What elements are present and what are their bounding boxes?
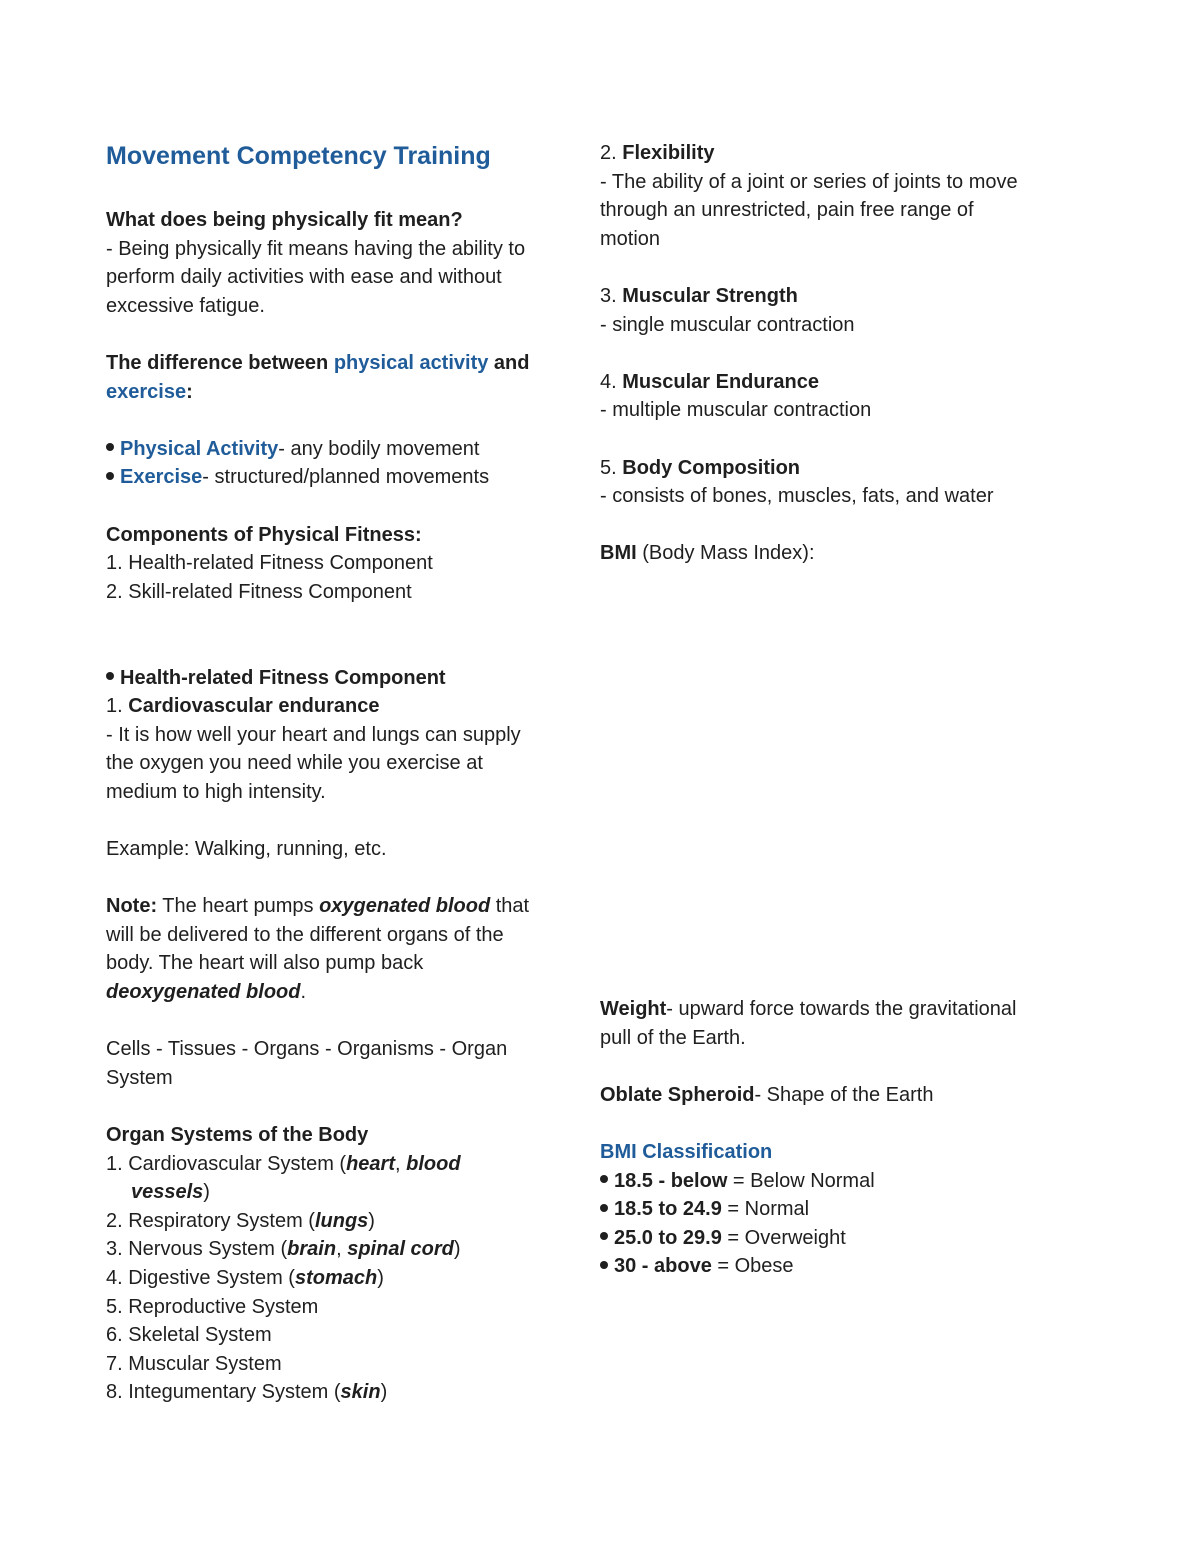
weight-definition-cont: pull of the Earth. — [600, 1026, 746, 1049]
note-line: will be delivered to the different organs of the — [106, 923, 504, 946]
bmi-class-item: 18.5 to 24.9 = Normal — [600, 1195, 1070, 1224]
bullet-icon — [600, 1232, 608, 1240]
bmi-class-item: 30 - above = Obese — [600, 1252, 1070, 1281]
health-related-heading: Health-related Fitness Component — [106, 664, 576, 693]
endurance-heading: 4. Muscular Endurance — [600, 370, 819, 393]
note-line: deoxygenated blood. — [106, 981, 307, 1004]
fit-question: What does being physically fit mean? — [106, 209, 463, 231]
bmi-class-item: 18.5 - below = Below Normal — [600, 1167, 1070, 1196]
note-line: body. The heart will also pump back — [106, 952, 424, 975]
organ-item: 8. Integumentary System (skin) — [106, 1381, 388, 1404]
body-composition-heading: 5. Body Composition — [600, 456, 801, 479]
fit-answer-line: excessive fatigue. — [106, 294, 265, 317]
right-column-top — [600, 139, 1070, 568]
difference-heading: The difference between physical activity and — [106, 351, 530, 374]
example-text: Example: Walking, running, etc. — [106, 838, 387, 861]
list-item: Physical Activity- any bodily movement — [106, 435, 576, 464]
bullet-icon — [106, 472, 114, 480]
endurance-desc: - multiple muscular contraction — [600, 399, 872, 422]
flexibility-heading: 2. Flexibility — [600, 142, 715, 164]
components-heading: Components of Physical Fitness: — [106, 523, 422, 546]
fit-answer-line: - Being physically fit means having the ability to — [106, 237, 526, 260]
weight-definition: Weight- upward force towards the gravitational — [600, 998, 1017, 1020]
flexibility-desc-line: - The ability of a joint or series of joints to move — [600, 170, 1018, 193]
cardio-desc-line: medium to high intensity. — [106, 780, 326, 803]
hierarchy-line: System — [106, 1066, 173, 1089]
page-title: Movement Competency Training — [106, 142, 491, 170]
organ-item: 7. Muscular System — [106, 1352, 282, 1375]
difference-heading-cont: exercise: — [106, 380, 193, 403]
note-line: Note: The heart pumps oxygenated blood that — [106, 895, 530, 918]
organ-systems-heading: Organ Systems of the Body — [106, 1124, 369, 1146]
strength-desc: - single muscular contraction — [600, 313, 855, 336]
bullet-icon — [106, 672, 114, 680]
organ-item: 4. Digestive System (stomach) — [106, 1266, 384, 1289]
organ-item: 1. Cardiovascular System (heart, blood — [106, 1152, 461, 1175]
strength-heading: 3. Muscular Strength — [600, 284, 798, 307]
bullet-icon — [600, 1175, 608, 1183]
bullet-icon — [600, 1261, 608, 1269]
hierarchy-line: Cells - Tissues - Organs - Organisms - Organ — [106, 1038, 508, 1061]
list-item: 2. Skill-related Fitness Component — [106, 580, 412, 603]
organ-item-cont: vessels) — [131, 1181, 210, 1204]
body-composition-desc: - consists of bones, muscles, fats, and water — [600, 485, 994, 508]
organ-item: 2. Respiratory System (lungs) — [106, 1209, 375, 1232]
bmi-classification-heading: BMI Classification — [600, 1140, 773, 1163]
left-column — [106, 206, 576, 1407]
fit-answer-line: perform daily activities with ease and without — [106, 266, 502, 289]
flexibility-desc-line: through an unrestricted, pain free range of — [600, 199, 974, 222]
list-item: 1. Health-related Fitness Component — [106, 552, 433, 575]
list-item: Exercise- structured/planned movements — [106, 463, 576, 492]
cardio-heading: 1. Cardiovascular endurance — [106, 695, 380, 718]
bullet-icon — [106, 443, 114, 451]
right-column-bottom — [600, 995, 1070, 1281]
flexibility-desc-line: motion — [600, 227, 661, 250]
cardio-desc-line: - It is how well your heart and lungs can supply — [106, 723, 521, 746]
organ-item: 6. Skeletal System — [106, 1324, 272, 1347]
bmi-heading: BMI (Body Mass Index): — [600, 542, 815, 565]
oblate-definition: Oblate Spheroid- Shape of the Earth — [600, 1083, 934, 1106]
bmi-class-item: 25.0 to 29.9 = Overweight — [600, 1224, 1070, 1253]
cardio-desc-line: the oxygen you need while you exercise at — [106, 752, 483, 775]
bullet-icon — [600, 1204, 608, 1212]
organ-item: 3. Nervous System (brain, spinal cord) — [106, 1238, 461, 1261]
organ-item: 5. Reproductive System — [106, 1295, 319, 1318]
